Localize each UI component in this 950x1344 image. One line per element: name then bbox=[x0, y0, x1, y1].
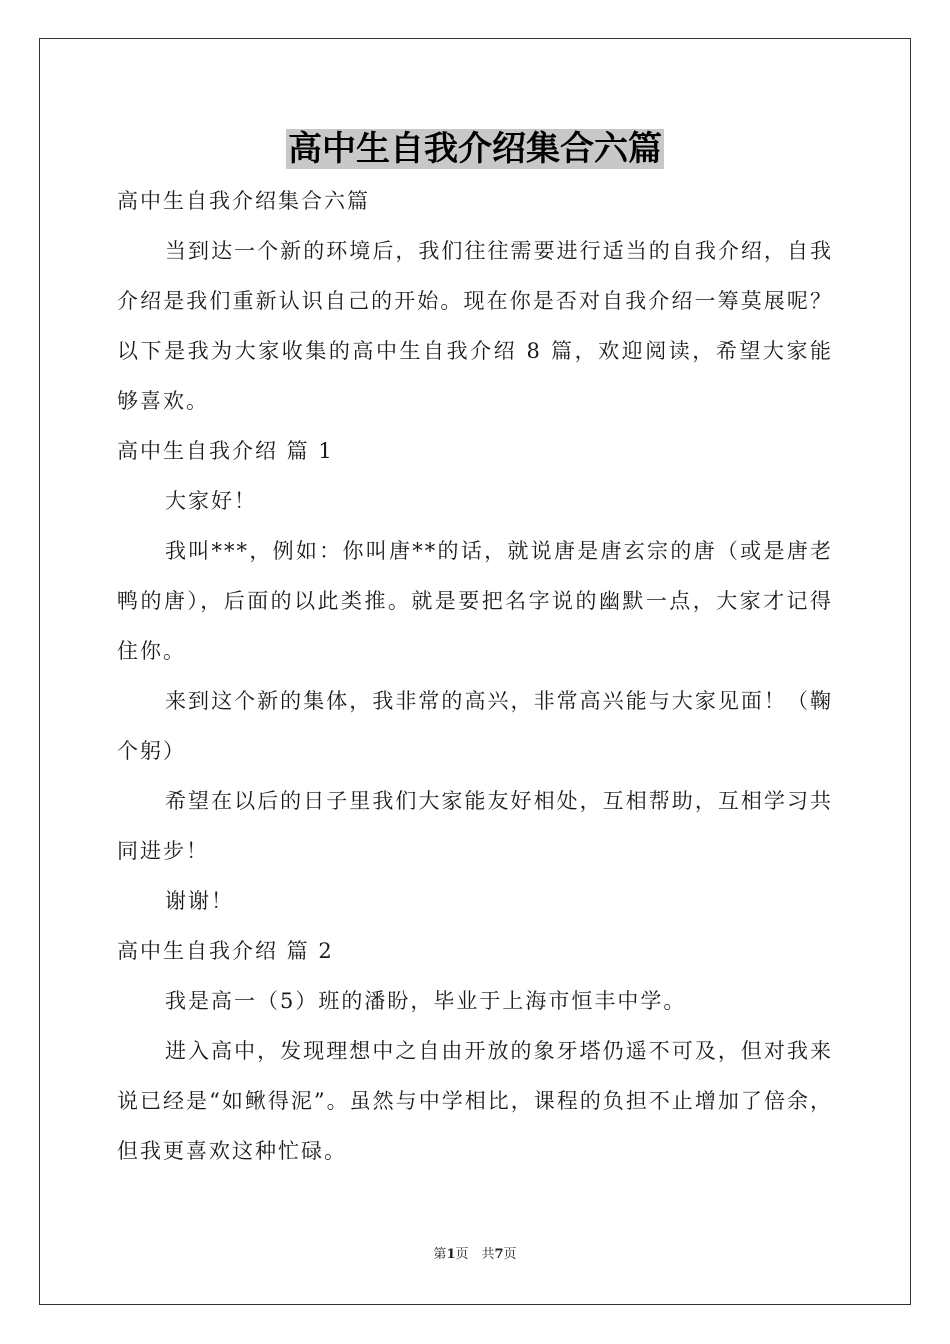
paragraph-intro: 当到达一个新的环境后，我们往往需要进行适当的自我介绍，自我介绍是我们重新认识自己的开始。现在你是否对自我介绍一筹莫展呢？以下是我为大家收集的高中生自我介绍 8 篇，欢迎阅读，希望大家能够喜欢。 bbox=[117, 239, 833, 413]
paragraph-heading: 高中生自我介绍集合六篇 bbox=[117, 189, 370, 213]
paragraph: 谢谢！ bbox=[165, 889, 234, 913]
footer-page-number: 1 bbox=[446, 1247, 456, 1262]
document-body bbox=[117, 176, 833, 1176]
footer-prefix: 第 bbox=[433, 1247, 447, 1262]
document-title-text: 高中生自我介绍集合六篇 bbox=[288, 129, 662, 169]
paragraph: 希望在以后的日子里我们大家能友好相处，互相帮助，互相学习共同进步！ bbox=[117, 789, 833, 863]
section-heading-2: 高中生自我介绍 篇 2 bbox=[117, 939, 334, 963]
document-title bbox=[0, 126, 950, 172]
footer-total-pages: 7 bbox=[494, 1247, 504, 1262]
footer-mid: 页 共 bbox=[455, 1247, 495, 1262]
section-heading-1: 高中生自我介绍 篇 1 bbox=[117, 439, 334, 463]
footer-suffix: 页 bbox=[503, 1247, 517, 1262]
paragraph: 大家好！ bbox=[165, 489, 257, 513]
paragraph: 我是高一（5）班的潘盼，毕业于上海市恒丰中学。 bbox=[165, 989, 687, 1013]
page-footer bbox=[0, 1245, 950, 1265]
paragraph: 我叫***，例如：你叫唐**的话，就说唐是唐玄宗的唐（或是唐老鸭的唐），后面的以此类推。就是要把名字说的幽默一点，大家才记得住你。 bbox=[117, 539, 833, 663]
paragraph: 进入高中，发现理想中之自由开放的象牙塔仍遥不可及，但对我来说已经是“如鳅得泥”。虽然与中学相比，课程的负担不止增加了倍余，但我更喜欢这种忙碌。 bbox=[117, 1039, 833, 1163]
paragraph: 来到这个新的集体，我非常的高兴，非常高兴能与大家见面！（鞠个躬） bbox=[117, 689, 833, 763]
